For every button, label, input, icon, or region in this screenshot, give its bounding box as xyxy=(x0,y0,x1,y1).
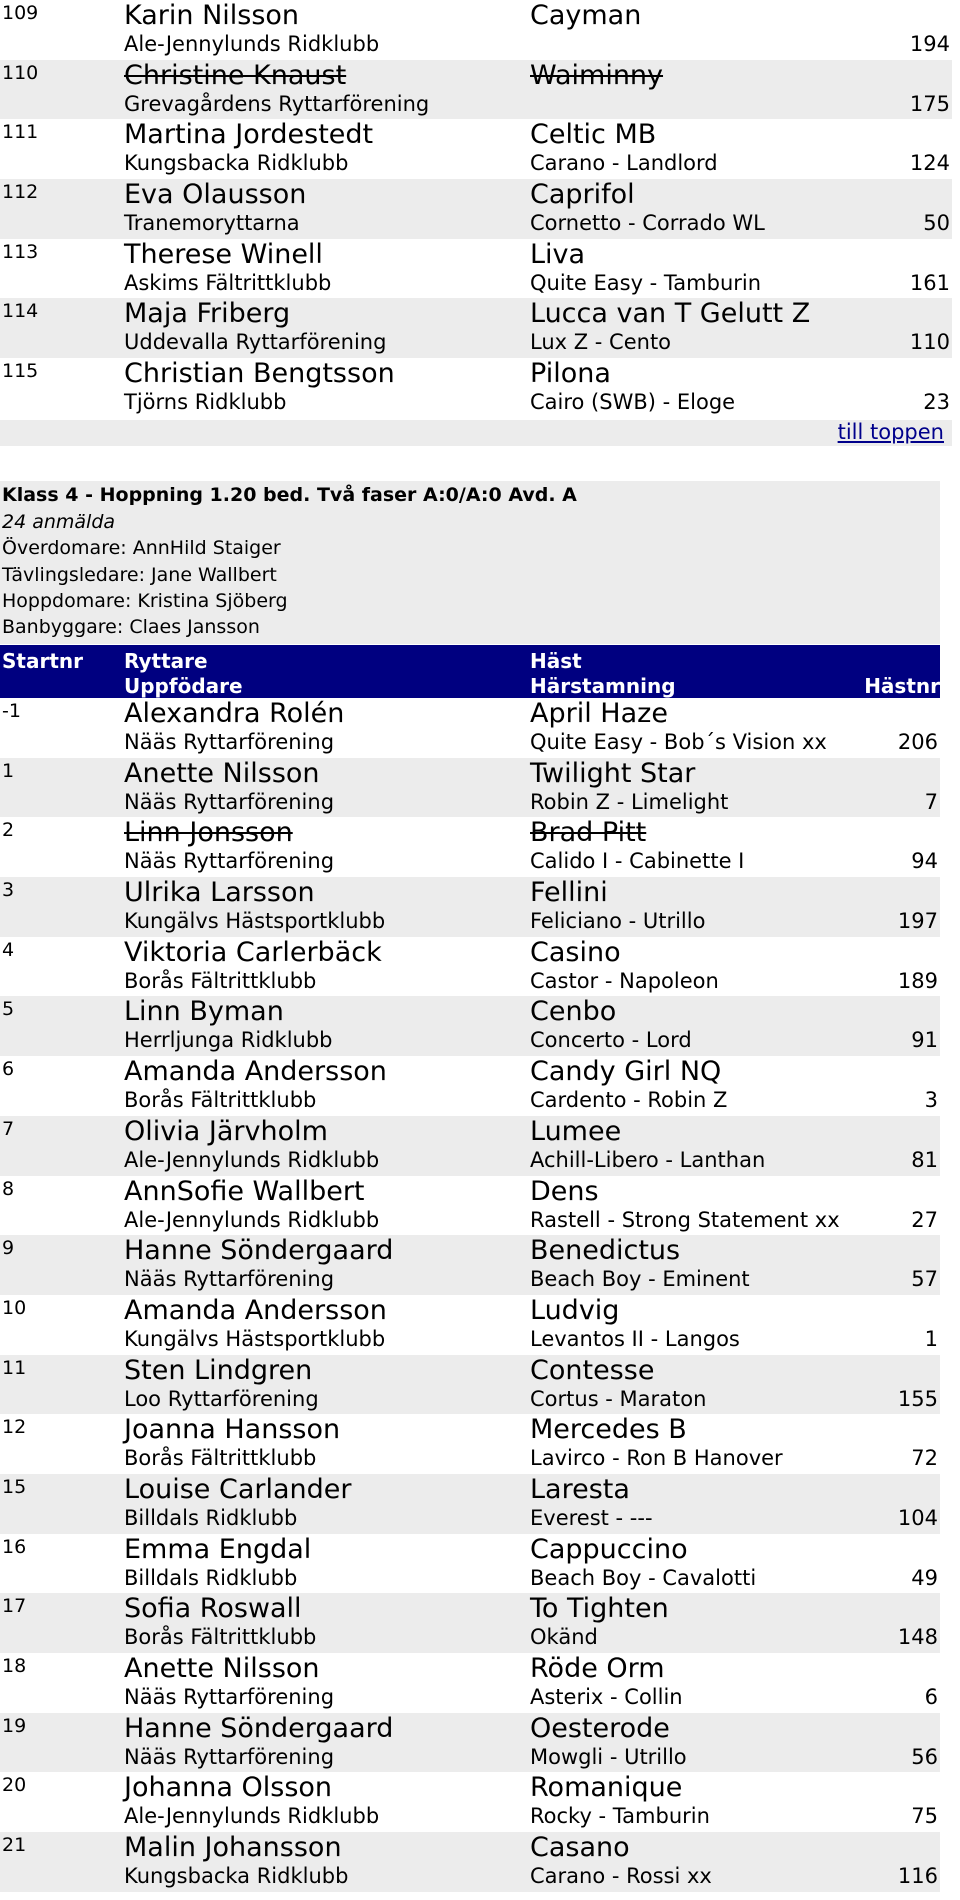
start-number: 5 xyxy=(2,998,15,1021)
horse-number: 124 xyxy=(909,151,950,176)
rider-club: Grevagårdens Ryttarförening xyxy=(124,91,430,116)
rider-club: Borås Fältrittklubb xyxy=(124,1446,317,1471)
rider-club: Ale-Jennylunds Ridklubb xyxy=(124,32,380,56)
horse-pedigree: Calido I - Cabinette I xyxy=(530,849,745,874)
rider-name: Amanda Andersson xyxy=(124,1294,387,1326)
table-row xyxy=(0,1355,940,1415)
table-row xyxy=(0,1713,940,1773)
table-row xyxy=(0,1056,940,1116)
start-number: 12 xyxy=(2,1416,27,1439)
table-row xyxy=(0,1534,940,1594)
rider-name: Sofia Roswall xyxy=(124,1593,302,1625)
horse-number: 94 xyxy=(911,849,938,874)
horse-number: 56 xyxy=(911,1744,938,1769)
horse-pedigree: Feliciano - Utrillo xyxy=(530,909,706,934)
rider-club: Borås Fältrittklubb xyxy=(124,1088,317,1113)
table-row xyxy=(0,877,940,937)
horse-number: 72 xyxy=(911,1446,938,1471)
start-number: 17 xyxy=(2,1595,27,1618)
horse-number: 189 xyxy=(897,968,938,993)
table-row xyxy=(0,698,940,758)
table-row xyxy=(0,0,952,60)
horse-name: April Haze xyxy=(530,698,668,729)
to-top-row xyxy=(0,420,952,446)
horse-name: Benedictus xyxy=(530,1235,681,1267)
start-number: 8 xyxy=(2,1177,15,1200)
rider-club: Uddevalla Ryttarförening xyxy=(124,330,387,355)
horse-name: Casano xyxy=(530,1832,630,1864)
horse-number: 175 xyxy=(909,91,950,116)
horse-name: Brad Pitt xyxy=(530,817,647,849)
horse-name: Twilight Star xyxy=(530,757,696,789)
horse-pedigree: Everest - --- xyxy=(530,1505,653,1530)
horse-number: 1 xyxy=(924,1326,938,1351)
start-number: 2 xyxy=(2,819,15,842)
horse-pedigree: Rocky - Tamburin xyxy=(530,1804,710,1829)
rider-name: Linn Jonsson xyxy=(124,817,293,849)
class-title: Klass 4 - Hoppning 1.20 bed. Två faser A:0/A:0 Avd. A xyxy=(2,484,577,506)
horse-name: Lucca van T Gelutt Z xyxy=(530,298,811,330)
horse-number: 148 xyxy=(897,1625,938,1650)
horse-name: Oesterode xyxy=(530,1712,670,1744)
table-row xyxy=(0,937,940,997)
rider-name: Therese Winell xyxy=(124,238,323,270)
horse-name: Röde Orm xyxy=(530,1653,665,1684)
horse-pedigree: Cardento - Robin Z xyxy=(530,1088,728,1113)
horse-name: Celtic MB xyxy=(530,119,657,151)
horse-number: 27 xyxy=(911,1207,938,1232)
horse-pedigree: Robin Z - Limelight xyxy=(530,789,729,814)
table-row xyxy=(0,1116,940,1176)
horse-pedigree: Carano - Rossi xx xyxy=(530,1864,712,1889)
table-row xyxy=(0,1176,940,1236)
horse-number: 197 xyxy=(897,909,938,934)
horse-pedigree: Carano - Landlord xyxy=(530,151,718,176)
header-horse: Häst xyxy=(530,649,582,673)
rider-name: Emma Engdal xyxy=(124,1533,312,1565)
horse-number: 6 xyxy=(924,1685,938,1709)
start-list xyxy=(0,698,940,1892)
start-number: 115 xyxy=(2,360,39,383)
start-number: 19 xyxy=(2,1714,27,1737)
horse-pedigree: Rastell - Strong Statement xx xyxy=(530,1207,840,1232)
table-row xyxy=(0,1474,940,1534)
table-row xyxy=(0,179,952,239)
rider-club: Ale-Jennylunds Ridklubb xyxy=(124,1147,380,1172)
rider-club: Loo Ryttarförening xyxy=(124,1386,319,1411)
rider-club: Nääs Ryttarförening xyxy=(124,1685,335,1709)
horse-pedigree: Beach Boy - Eminent xyxy=(530,1267,750,1292)
horse-number: 91 xyxy=(911,1028,938,1053)
rider-name: Karin Nilsson xyxy=(124,0,300,31)
header-pedigree: Härstamning xyxy=(530,674,676,698)
table-row xyxy=(0,1653,940,1713)
horse-number: 110 xyxy=(909,330,950,355)
course-designer: Banbyggare: Claes Jansson xyxy=(2,616,260,638)
horse-name: To Tighten xyxy=(530,1593,669,1625)
rider-club: Borås Fältrittklubb xyxy=(124,968,317,993)
horse-pedigree: Cortus - Maraton xyxy=(530,1386,707,1411)
horse-name: Ludvig xyxy=(530,1294,620,1326)
header-rider: Ryttare xyxy=(124,649,208,673)
rider-club: Nääs Ryttarförening xyxy=(124,1744,335,1769)
horse-number: 206 xyxy=(897,730,938,754)
horse-name: Casino xyxy=(530,936,621,968)
table-row xyxy=(0,60,952,120)
entries-count: 24 anmälda xyxy=(2,511,116,533)
horse-name: Laresta xyxy=(530,1473,630,1505)
class-info-box xyxy=(0,481,940,644)
rider-club: Tjörns Ridklubb xyxy=(124,390,287,415)
horse-pedigree: Castor - Napoleon xyxy=(530,968,719,993)
start-number: 111 xyxy=(2,121,39,144)
header-startnr: Startnr xyxy=(2,649,83,673)
horse-pedigree: Mowgli - Utrillo xyxy=(530,1744,687,1769)
table-row xyxy=(0,1772,940,1832)
start-number: 7 xyxy=(2,1117,15,1140)
header-breeder: Uppfödare xyxy=(124,674,243,698)
start-number: 109 xyxy=(2,2,39,24)
table-row xyxy=(0,1414,940,1474)
horse-name: Waiminny xyxy=(530,59,664,91)
horse-number: 7 xyxy=(924,789,938,814)
horse-name: Contesse xyxy=(530,1354,655,1386)
rider-club: Nääs Ryttarförening xyxy=(124,849,335,874)
table-row xyxy=(0,239,952,299)
table-row xyxy=(0,1832,940,1892)
rider-name: Ulrika Larsson xyxy=(124,877,315,909)
horse-name: Cenbo xyxy=(530,996,617,1028)
horse-number: 194 xyxy=(909,32,950,56)
rider-name: Amanda Andersson xyxy=(124,1056,387,1088)
horse-name: Liva xyxy=(530,238,586,270)
start-number: 9 xyxy=(2,1237,15,1260)
horse-pedigree: Asterix - Collin xyxy=(530,1685,683,1709)
jump-judge: Hoppdomare: Kristina Sjöberg xyxy=(2,590,288,612)
start-number: 16 xyxy=(2,1535,27,1558)
rider-club: Billdals Ridklubb xyxy=(124,1565,298,1590)
to-top-link[interactable]: till toppen xyxy=(837,420,944,444)
rider-name: Maja Friberg xyxy=(124,298,291,330)
start-number: 20 xyxy=(2,1774,27,1797)
rider-name: Anette Nilsson xyxy=(124,757,320,789)
horse-number: 23 xyxy=(923,390,950,415)
start-number: 114 xyxy=(2,300,39,323)
horse-name: Cayman xyxy=(530,0,642,31)
rider-club: Kungälvs Hästsportklubb xyxy=(124,1326,386,1351)
horse-name: Pilona xyxy=(530,358,611,390)
horse-number: 104 xyxy=(897,1505,938,1530)
horse-pedigree: Lavirco - Ron B Hanover xyxy=(530,1446,783,1471)
start-number: 4 xyxy=(2,938,15,961)
header-horse-no: Hästnr xyxy=(864,674,940,698)
horse-pedigree: Quite Easy - Bob´s Vision xx xyxy=(530,730,827,754)
horse-name: Romanique xyxy=(530,1772,683,1804)
rider-club: Herrljunga Ridklubb xyxy=(124,1028,333,1053)
start-number: 3 xyxy=(2,879,15,902)
horse-number: 116 xyxy=(897,1864,938,1889)
rider-name: AnnSofie Wallbert xyxy=(124,1175,365,1207)
table-row xyxy=(0,1235,940,1295)
horse-pedigree: Achill-Libero - Lanthan xyxy=(530,1147,766,1172)
horse-number: 57 xyxy=(911,1267,938,1292)
horse-name: Caprifol xyxy=(530,179,635,211)
rider-name: Olivia Järvholm xyxy=(124,1115,328,1147)
table-row xyxy=(0,758,940,818)
rider-club: Kungsbacka Ridklubb xyxy=(124,1864,349,1889)
horse-name: Cappuccino xyxy=(530,1533,688,1565)
horse-pedigree: Levantos II - Langos xyxy=(530,1326,740,1351)
rider-name: Malin Johansson xyxy=(124,1832,342,1864)
rider-club: Kungälvs Hästsportklubb xyxy=(124,909,386,934)
previous-class-start-list xyxy=(0,0,952,418)
competition-manager: Tävlingsledare: Jane Wallbert xyxy=(2,564,277,586)
horse-number: 49 xyxy=(911,1565,938,1590)
rider-name: Viktoria Carlerbäck xyxy=(124,936,382,968)
start-number: 110 xyxy=(2,61,39,84)
rider-club: Nääs Ryttarförening xyxy=(124,789,335,814)
rider-club: Askims Fältrittklubb xyxy=(124,270,332,295)
start-list-header xyxy=(0,645,940,698)
start-number: 113 xyxy=(2,240,39,263)
rider-name: Anette Nilsson xyxy=(124,1653,320,1684)
rider-name: Johanna Olsson xyxy=(124,1772,333,1804)
horse-pedigree: Concerto - Lord xyxy=(530,1028,692,1053)
rider-name: Hanne Söndergaard xyxy=(124,1235,394,1267)
table-row xyxy=(0,119,952,179)
rider-club: Kungsbacka Ridklubb xyxy=(124,151,349,176)
horse-number: 3 xyxy=(924,1088,938,1113)
rider-club: Nääs Ryttarförening xyxy=(124,730,335,754)
rider-name: Alexandra Rolén xyxy=(124,698,345,729)
rider-club: Ale-Jennylunds Ridklubb xyxy=(124,1207,380,1232)
table-row xyxy=(0,817,940,877)
horse-name: Lumee xyxy=(530,1115,622,1147)
horse-number: 161 xyxy=(909,270,950,295)
rider-name: Eva Olausson xyxy=(124,179,307,211)
horse-pedigree: Beach Boy - Cavalotti xyxy=(530,1565,757,1590)
horse-number: 75 xyxy=(911,1804,938,1829)
table-row xyxy=(0,1295,940,1355)
horse-name: Candy Girl NQ xyxy=(530,1056,722,1088)
start-number: -1 xyxy=(2,700,21,722)
table-row xyxy=(0,358,952,418)
table-row xyxy=(0,996,940,1056)
horse-pedigree: Cairo (SWB) - Eloge xyxy=(530,390,736,415)
rider-name: Martina Jordestedt xyxy=(124,119,374,151)
horse-number: 81 xyxy=(911,1147,938,1172)
rider-club: Ale-Jennylunds Ridklubb xyxy=(124,1804,380,1829)
start-number: 15 xyxy=(2,1475,27,1498)
start-number: 21 xyxy=(2,1834,27,1857)
start-number: 112 xyxy=(2,181,39,204)
rider-club: Tranemoryttarna xyxy=(124,211,300,236)
rider-name: Christian Bengtsson xyxy=(124,358,395,390)
horse-pedigree: Quite Easy - Tamburin xyxy=(530,270,762,295)
horse-pedigree: Lux Z - Cento xyxy=(530,330,672,355)
rider-name: Louise Carlander xyxy=(124,1473,352,1505)
rider-club: Billdals Ridklubb xyxy=(124,1505,298,1530)
horse-pedigree: Okänd xyxy=(530,1625,598,1650)
start-number: 1 xyxy=(2,759,15,782)
rider-club: Nääs Ryttarförening xyxy=(124,1267,335,1292)
rider-name: Linn Byman xyxy=(124,996,284,1028)
start-number: 10 xyxy=(2,1296,27,1319)
start-number: 18 xyxy=(2,1655,27,1677)
table-row xyxy=(0,298,952,358)
start-number: 6 xyxy=(2,1058,15,1081)
table-row xyxy=(0,1593,940,1653)
horse-name: Mercedes B xyxy=(530,1414,687,1446)
chief-judge: Överdomare: AnnHild Staiger xyxy=(2,537,281,559)
start-number: 11 xyxy=(2,1356,27,1379)
rider-name: Joanna Hansson xyxy=(124,1414,341,1446)
horse-name: Fellini xyxy=(530,877,608,909)
horse-name: Dens xyxy=(530,1175,599,1207)
rider-club: Borås Fältrittklubb xyxy=(124,1625,317,1650)
horse-number: 50 xyxy=(923,211,950,236)
rider-name: Christine Knaust xyxy=(124,59,347,91)
rider-name: Sten Lindgren xyxy=(124,1354,313,1386)
rider-name: Hanne Söndergaard xyxy=(124,1712,394,1744)
horse-pedigree: Cornetto - Corrado WL xyxy=(530,211,765,236)
horse-number: 155 xyxy=(897,1386,938,1411)
